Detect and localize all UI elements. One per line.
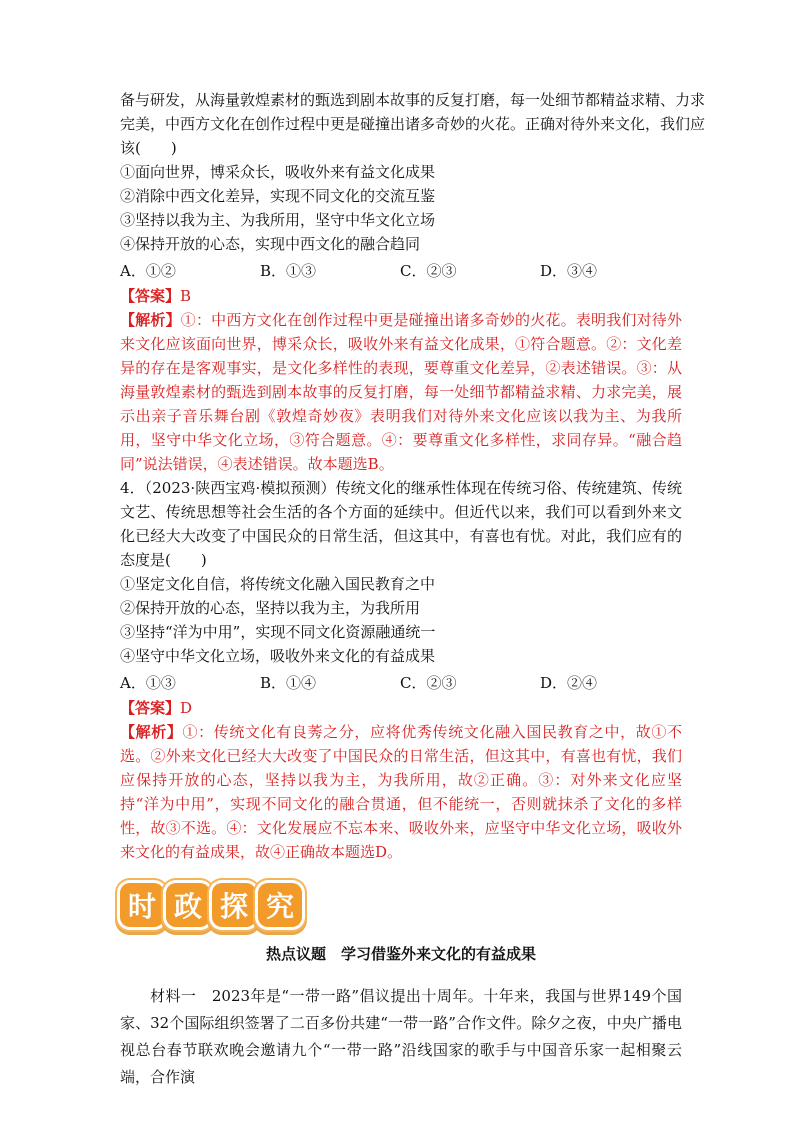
- answer-tag: 【答案】: [120, 287, 181, 305]
- analysis-text: ①：中西方文化在创作过程中更是碰撞出诸多奇妙的火花。表明我们对待外来文化应该面向世界，博采众长，吸收外来有益文化成果，①符合题意。②：文化差异的存在是客观事实，是文化多样性的表现，要尊重文化差异，②表述错误。③：从海量敦煌素材的甄选到剧本故事的反复打磨，每一处细节都精益求精、力求完美，展示出亲子音乐舞台剧《敦煌奇妙夜》表明我们对待外来文化应该以我为主、为我所用，坚守中华文化立场，③符合题意。④：要尊重文化多样性，求同存异。“融合趋同”说法错误，④表述错误。故本题选B。: [120, 311, 682, 473]
- q4-item-1: ①坚定文化自信，将传统文化融入国民教育之中: [120, 575, 436, 593]
- q4-options: [120, 670, 682, 696]
- q3-option-b: B．①③: [260, 262, 317, 280]
- q4-answer: [120, 696, 682, 720]
- q3-option-c: C．②③: [400, 262, 457, 280]
- q3-answer: [120, 284, 682, 308]
- q3-stem-line-2: 完美，中西方文化在创作过程中更是碰撞出诸多奇妙的火花。正确对待外来文化，我们应: [120, 115, 706, 133]
- banner-char-1: 时: [120, 883, 164, 927]
- topic-heading: 热点议题 学习借鉴外来文化的有益成果: [265, 945, 536, 963]
- document-page: [120, 88, 706, 1091]
- q4-option-d: D．②④: [540, 674, 598, 692]
- q4-option-c: C．②③: [400, 674, 457, 692]
- q4-option-b: B．①④: [260, 674, 317, 692]
- q4-stem: 4．（2023·陕西宝鸡·模拟预测）传统文化的继承性体现在传统习俗、传统建筑、传统文艺、传统思想等社会生活的各个方面的延续中。但近代以来，我们可以看到外来文化已经大大改变了中国民众的日常生活，但这其中，有喜也有忧。对此，我们应有的态度是( ): [120, 479, 682, 569]
- q3-stem-line-1: 备与研发，从海量敦煌素材的甄选到剧本故事的反复打磨，每一处细节都精益求精、力求: [120, 91, 706, 109]
- q4-option-a: A．①③: [120, 674, 176, 692]
- q3-stem-line-3: 该( ): [120, 139, 177, 157]
- banner-char-2: 政: [166, 883, 210, 927]
- material-one: 材料一 2023年是“一带一路”倡议提出十周年。十年来，我国与世界149个国家、32个国际组织签署了二百多份共建“一带一路”合作文件。除夕之夜，中央广播电视总台春节联欢晚会邀请九个“一带一路”沿线国家的歌手与中国音乐家一起相聚云端，合作演: [120, 987, 682, 1086]
- section-banner: [120, 874, 682, 936]
- analysis-tag: 【解析】: [120, 723, 183, 741]
- q4-analysis: [120, 720, 682, 864]
- q3-item-1: ①面向世界，博采众长，吸收外来有益文化成果: [120, 163, 436, 181]
- q4-item-2: ②保持开放的心态，坚持以我为主，为我所用: [120, 599, 421, 617]
- q3-item-3: ③坚持以我为主、为我所用，坚守中华文化立场: [120, 211, 436, 229]
- answer-value: D: [180, 699, 193, 717]
- q4-item-4: ④坚守中华文化立场，吸收外来文化的有益成果: [120, 647, 436, 665]
- answer-value: B: [180, 287, 192, 305]
- banner-char-4: 究: [258, 883, 302, 927]
- analysis-tag: 【解析】: [120, 311, 181, 329]
- answer-tag: 【答案】: [120, 699, 181, 717]
- q4-item-3: ③坚持“洋为中用”，实现不同文化资源融通统一: [120, 623, 436, 641]
- q3-item-4: ④保持开放的心态，实现中西文化的融合趋同: [120, 235, 421, 253]
- q3-options: [120, 258, 682, 284]
- q3-item-2: ②消除中西文化差异，实现不同文化的交流互鉴: [120, 187, 436, 205]
- banner-badges: [120, 883, 302, 927]
- q3-option-d: D．③④: [540, 262, 598, 280]
- analysis-text: ①：传统文化有良莠之分，应将优秀传统文化融入国民教育之中，故①不选。②外来文化已经大大改变了中国民众的日常生活，但这其中，有喜也有忧，我们应保持开放的心态，坚持以我为主，为我所用，故②正确。③：对外来文化应坚持“洋为中用”，实现不同文化的融合贯通，但不能统一，否则就抹杀了文化的多样性，故③不选。④：文化发展应不忘本来、吸收外来，应坚守中华文化立场，吸收外来文化的有益成果，故④正确故本题选D。: [120, 723, 682, 861]
- banner-char-3: 探: [212, 883, 256, 927]
- q3-option-a: A．①②: [120, 262, 176, 280]
- q3-analysis: [120, 308, 682, 476]
